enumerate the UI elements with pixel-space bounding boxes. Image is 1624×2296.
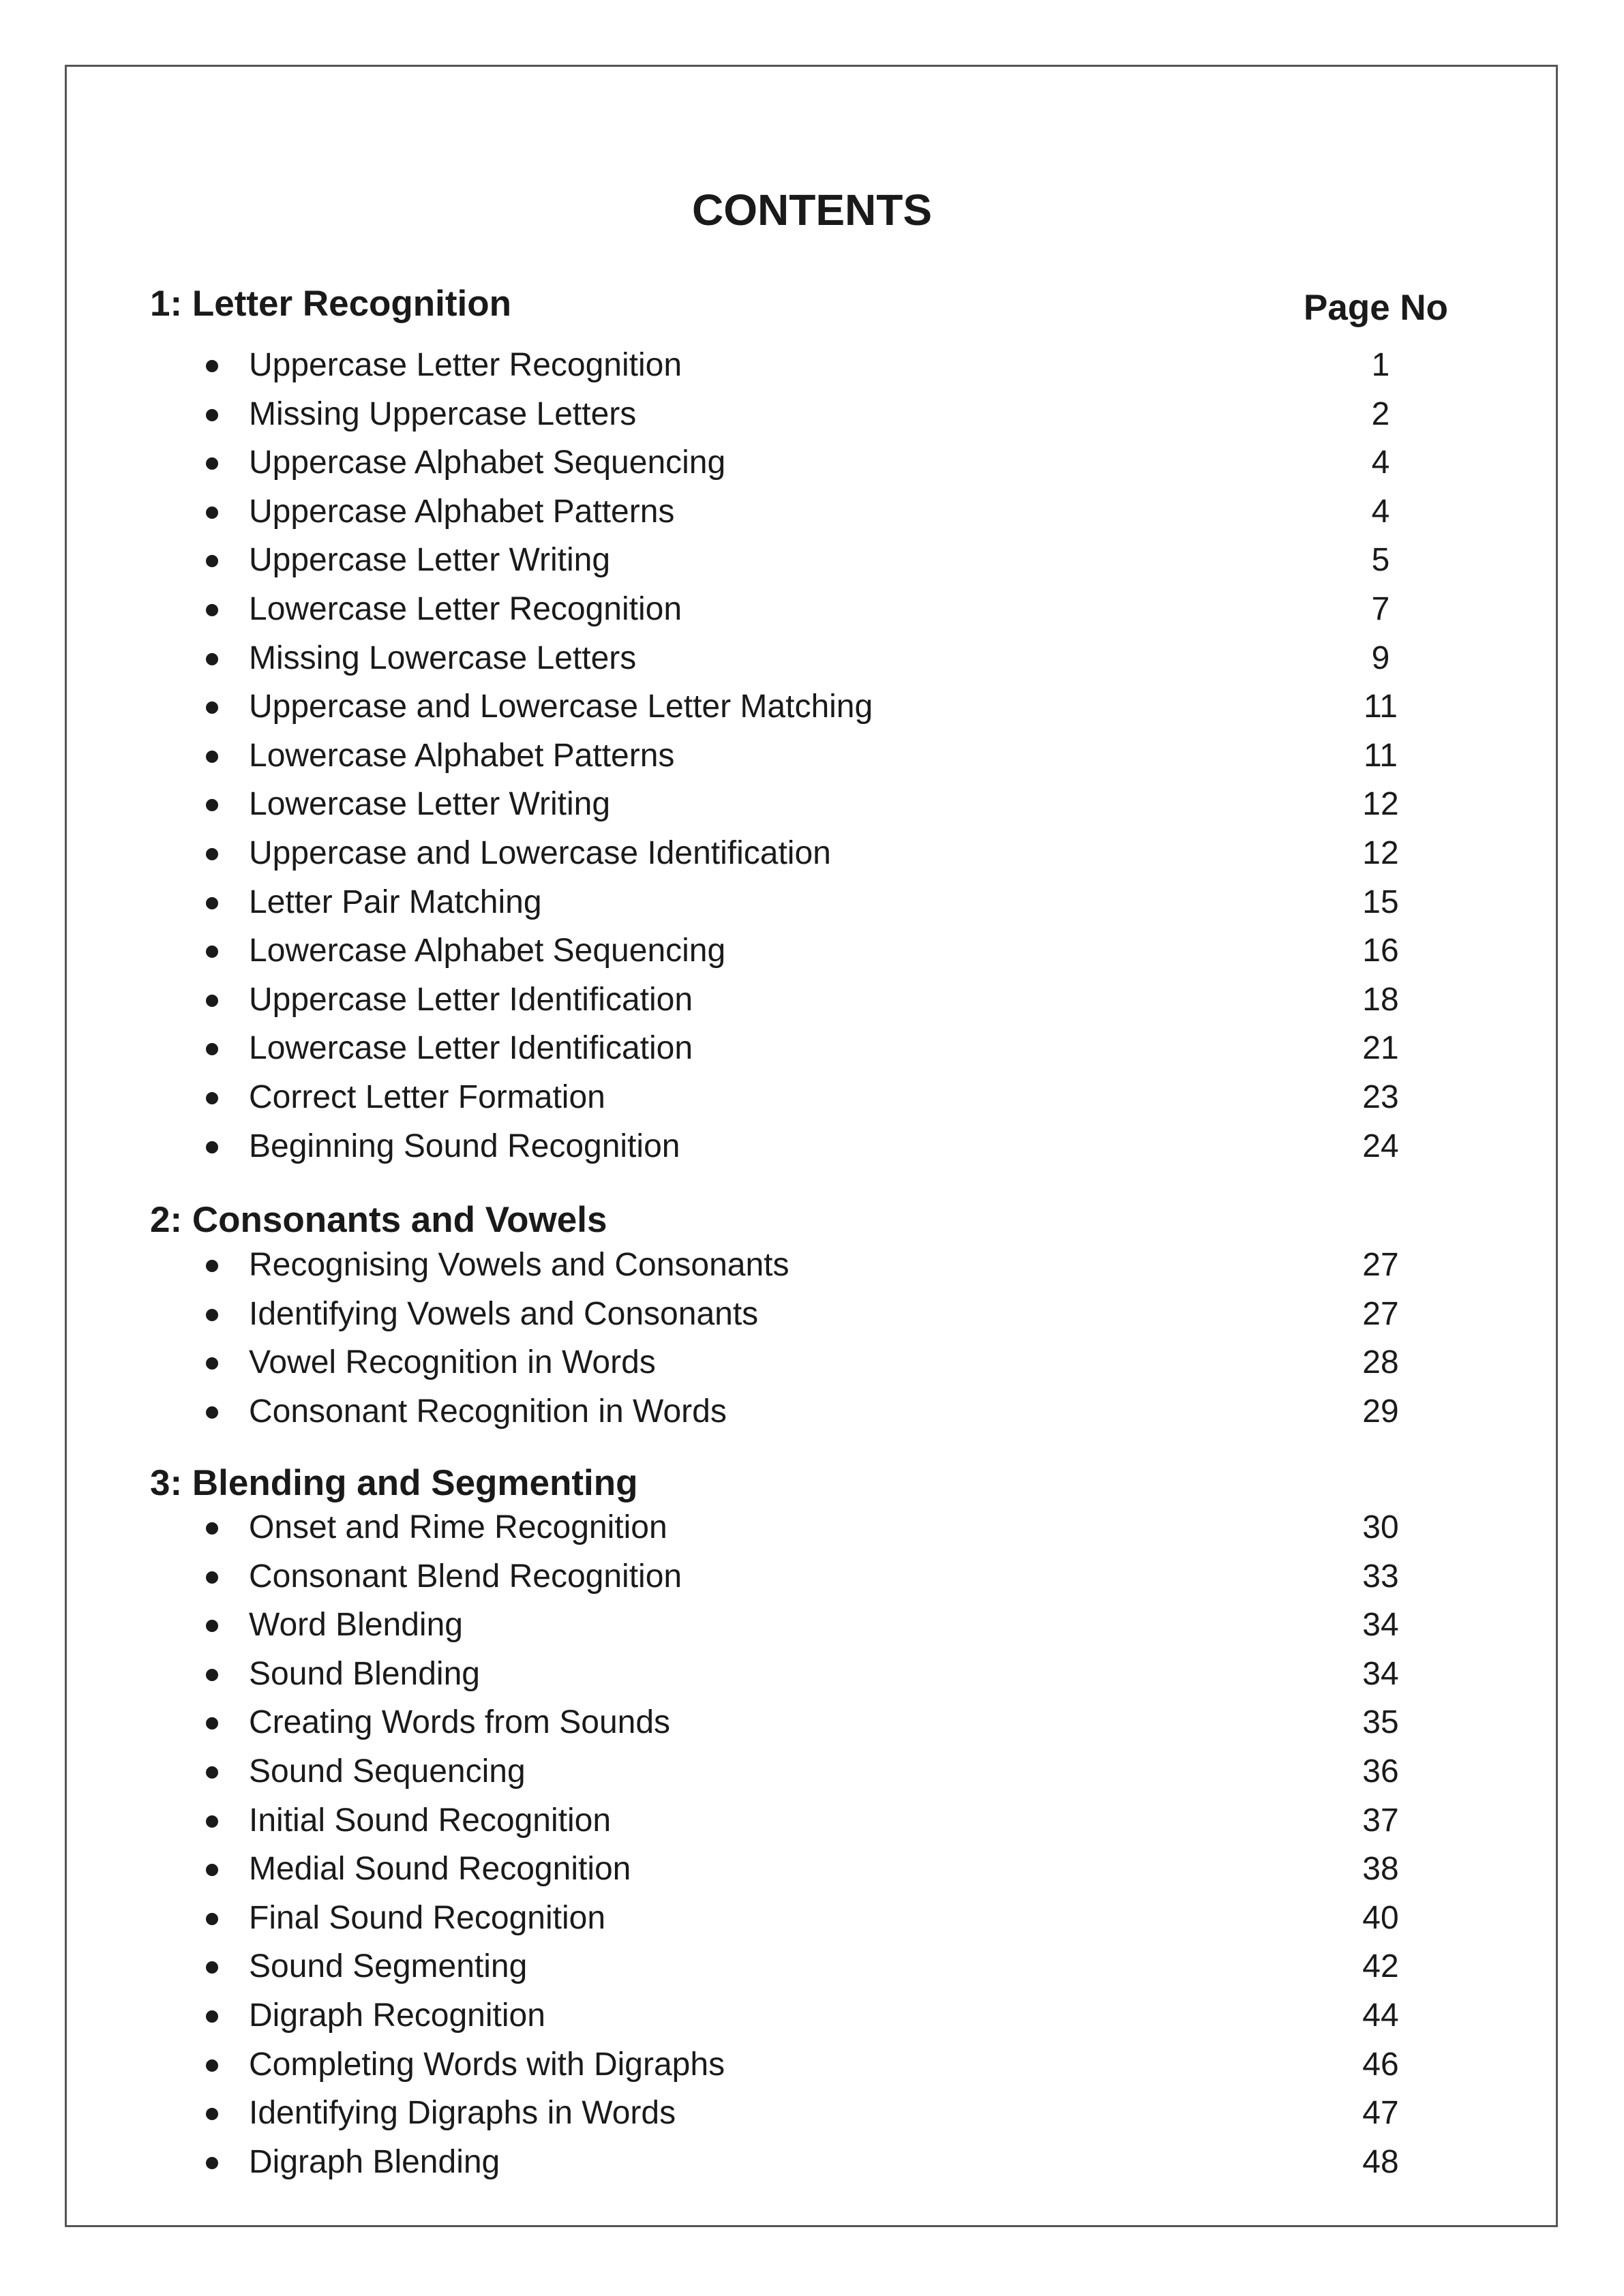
toc-entry <box>0 1796 1624 1845</box>
entry-title: Word Blending <box>249 1607 463 1643</box>
toc-entry <box>0 1387 1624 1436</box>
entry-page-number: 28 <box>1362 1344 1399 1380</box>
entry-title: Uppercase Letter Writing <box>249 542 611 578</box>
page-no-column-header: Page No <box>1304 288 1449 328</box>
entry-page-number: 34 <box>1362 1607 1399 1643</box>
bullet-icon <box>206 1620 218 1632</box>
entry-page-number: 33 <box>1362 1558 1399 1595</box>
bullet-icon <box>206 507 218 519</box>
bullet-icon <box>206 751 218 763</box>
bullet-icon <box>206 1864 218 1876</box>
entry-title: Completing Words with Digraphs <box>249 2046 725 2083</box>
entry-page-number: 2 <box>1371 396 1390 432</box>
entry-title: Lowercase Letter Identification <box>249 1030 693 1066</box>
toc-entry <box>0 1894 1624 1943</box>
bullet-icon <box>206 1043 218 1055</box>
entry-page-number: 15 <box>1362 884 1399 920</box>
contents-title: CONTENTS <box>692 185 932 235</box>
entry-title: Medial Sound Recognition <box>249 1851 631 1887</box>
entry-title: Identifying Vowels and Consonants <box>249 1296 759 1332</box>
toc-entry <box>0 390 1624 439</box>
toc-entry <box>0 976 1624 1025</box>
entry-title: Uppercase Alphabet Sequencing <box>249 444 726 481</box>
bullet-icon <box>206 1260 218 1272</box>
bullet-icon <box>206 2157 218 2169</box>
toc-entry <box>0 1601 1624 1650</box>
toc-entry <box>0 536 1624 585</box>
entry-page-number: 4 <box>1371 494 1390 530</box>
entry-title: Beginning Sound Recognition <box>249 1128 680 1164</box>
bullet-icon <box>206 995 218 1007</box>
entry-title: Consonant Blend Recognition <box>249 1558 682 1595</box>
entry-page-number: 5 <box>1371 542 1390 578</box>
toc-entry <box>0 829 1624 878</box>
bullet-icon <box>206 1092 218 1104</box>
entry-title: Uppercase and Lowercase Letter Matching <box>249 689 873 725</box>
entry-title: Lowercase Letter Recognition <box>249 591 682 627</box>
bullet-icon <box>206 897 218 909</box>
entry-title: Uppercase Letter Recognition <box>249 347 682 383</box>
toc-entry <box>0 2138 1624 2187</box>
bullet-icon <box>206 604 218 616</box>
bullet-icon <box>206 1571 218 1584</box>
toc-entry <box>0 1073 1624 1122</box>
entry-page-number: 9 <box>1371 640 1390 676</box>
toc-entry <box>0 341 1624 390</box>
toc-entry <box>0 585 1624 634</box>
toc-entry <box>0 634 1624 683</box>
entry-page-number: 12 <box>1362 786 1399 822</box>
toc-entry <box>0 926 1624 976</box>
toc-entry <box>0 487 1624 537</box>
entry-title: Consonant Recognition in Words <box>249 1393 727 1430</box>
bullet-icon <box>206 799 218 811</box>
entry-page-number: 18 <box>1362 982 1399 1018</box>
entry-title: Recognising Vowels and Consonants <box>249 1247 790 1283</box>
entry-title: Initial Sound Recognition <box>249 1802 612 1839</box>
entry-page-number: 42 <box>1362 1948 1399 1984</box>
toc-entry <box>0 682 1624 731</box>
bullet-icon <box>206 1309 218 1321</box>
entry-page-number: 11 <box>1364 689 1398 725</box>
entry-title: Digraph Blending <box>249 2144 500 2180</box>
toc-entry <box>0 1747 1624 1796</box>
section-heading: 3: Blending and Segmenting <box>150 1463 638 1503</box>
bullet-icon <box>206 1522 218 1535</box>
bullet-icon <box>206 2108 218 2120</box>
entry-page-number: 36 <box>1362 1753 1399 1789</box>
entry-page-number: 38 <box>1362 1851 1399 1887</box>
entry-page-number: 44 <box>1362 1997 1399 2034</box>
bullet-icon <box>206 2010 218 2023</box>
toc-entry <box>0 1290 1624 1339</box>
entry-page-number: 34 <box>1362 1656 1399 1692</box>
entry-page-number: 35 <box>1362 1704 1399 1740</box>
entry-title: Lowercase Alphabet Patterns <box>249 738 675 774</box>
bullet-icon <box>206 1815 218 1828</box>
bullet-icon <box>206 457 218 470</box>
bullet-icon <box>206 409 218 421</box>
toc-entry <box>0 1241 1624 1290</box>
entry-title: Missing Lowercase Letters <box>249 640 637 676</box>
bullet-icon <box>206 1766 218 1779</box>
entry-page-number: 24 <box>1362 1128 1399 1164</box>
entry-page-number: 40 <box>1362 1900 1399 1936</box>
toc-entry <box>0 731 1624 781</box>
entry-page-number: 29 <box>1362 1393 1399 1430</box>
bullet-icon <box>206 848 218 860</box>
bullet-icon <box>206 555 218 567</box>
entry-title: Missing Uppercase Letters <box>249 396 637 432</box>
toc-entry <box>0 438 1624 487</box>
toc-entry <box>0 1698 1624 1747</box>
entry-page-number: 4 <box>1371 444 1390 481</box>
entry-page-number: 21 <box>1362 1030 1399 1066</box>
bullet-icon <box>206 1913 218 1925</box>
entry-page-number: 23 <box>1362 1079 1399 1115</box>
entry-title: Creating Words from Sounds <box>249 1704 671 1740</box>
entry-title: Sound Blending <box>249 1656 480 1692</box>
toc-entry <box>0 1338 1624 1387</box>
entry-page-number: 16 <box>1362 933 1399 969</box>
entry-page-number: 47 <box>1362 2095 1399 2131</box>
section-heading: 1: Letter Recognition <box>150 284 512 324</box>
bullet-icon <box>206 653 218 665</box>
entry-page-number: 46 <box>1362 2046 1399 2083</box>
toc-entry <box>0 1942 1624 1991</box>
bullet-icon <box>206 1669 218 1681</box>
bullet-icon <box>206 360 218 372</box>
bullet-icon <box>206 701 218 714</box>
entry-page-number: 48 <box>1362 2144 1399 2180</box>
toc-entry <box>0 1650 1624 1699</box>
entry-title: Final Sound Recognition <box>249 1900 606 1936</box>
entry-page-number: 12 <box>1362 835 1399 871</box>
bullet-icon <box>206 2059 218 2072</box>
entry-title: Sound Sequencing <box>249 1753 526 1789</box>
bullet-icon <box>206 1961 218 1974</box>
entry-page-number: 37 <box>1362 1802 1399 1839</box>
toc-entry <box>0 2040 1624 2089</box>
entry-title: Letter Pair Matching <box>249 884 542 920</box>
entry-title: Lowercase Letter Writing <box>249 786 611 822</box>
entry-page-number: 1 <box>1371 347 1390 383</box>
bullet-icon <box>206 1717 218 1729</box>
bullet-icon <box>206 1357 218 1370</box>
entry-title: Identifying Digraphs in Words <box>249 2095 676 2131</box>
bullet-icon <box>206 1141 218 1153</box>
entry-title: Lowercase Alphabet Sequencing <box>249 933 726 969</box>
entry-title: Onset and Rime Recognition <box>249 1509 667 1545</box>
entry-page-number: 30 <box>1362 1509 1399 1545</box>
bullet-icon <box>206 1406 218 1419</box>
entry-title: Correct Letter Formation <box>249 1079 605 1115</box>
toc-entry <box>0 1845 1624 1894</box>
entry-title: Digraph Recognition <box>249 1997 545 2034</box>
toc-entry <box>0 2089 1624 2138</box>
entry-title: Vowel Recognition in Words <box>249 1344 656 1380</box>
entry-page-number: 27 <box>1362 1296 1399 1332</box>
entry-title: Uppercase Letter Identification <box>249 982 693 1018</box>
bullet-icon <box>206 946 218 958</box>
toc-entry <box>0 1991 1624 2040</box>
toc-entry <box>0 1552 1624 1601</box>
toc-entry <box>0 780 1624 829</box>
entry-page-number: 7 <box>1371 591 1390 627</box>
entry-title: Uppercase and Lowercase Identification <box>249 835 831 871</box>
section-heading: 2: Consonants and Vowels <box>150 1200 607 1240</box>
entry-title: Sound Segmenting <box>249 1948 528 1984</box>
toc-entry <box>0 878 1624 927</box>
toc-entry <box>0 1024 1624 1073</box>
toc-entry <box>0 1122 1624 1171</box>
entry-page-number: 11 <box>1364 738 1398 774</box>
entry-page-number: 27 <box>1362 1247 1399 1283</box>
toc-entry <box>0 1503 1624 1552</box>
entry-title: Uppercase Alphabet Patterns <box>249 494 675 530</box>
